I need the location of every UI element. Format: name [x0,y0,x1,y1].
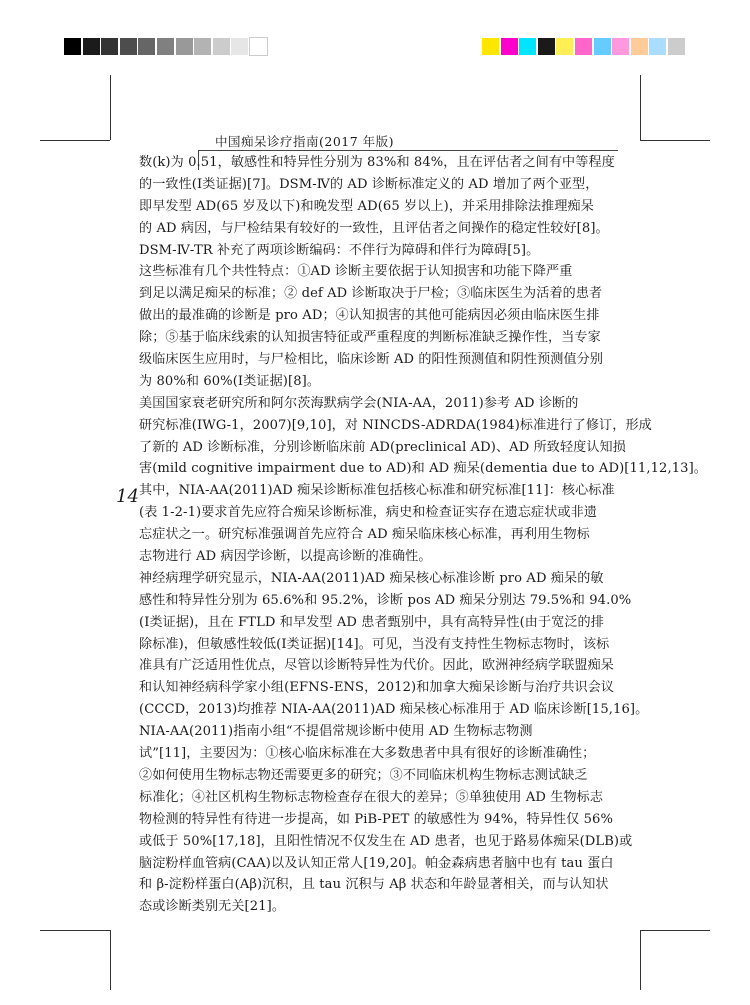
print-swatch [631,38,648,55]
text-line: 为 80%和 60%(Ⅰ类证据)[8]。 [139,373,321,389]
crop-mark-top-right-h [640,140,710,141]
print-swatch [538,38,555,55]
text-line: 即早发型 AD(65 岁及以下)和晚发型 AD(65 岁以上)，并采用排除法推理痴呆 [139,198,594,214]
text-line: 准具有广泛适用性优点，尽管以诊断特异性为代价。因此，欧洲神经病学联盟痴呆 [139,658,614,674]
print-swatch [649,38,666,55]
print-swatch [138,38,155,55]
text-line: 除标准)，但敏感性较低(Ⅰ类证据)[14]。可见，当没有支持性生物标志物时，该标 [139,636,610,652]
text-line: NIA-AA(2011)指南小组“不提倡常规诊断中使用 AD 生物标志物测 [139,724,533,740]
text-line: 到足以满足痴呆的标准；② def AD 诊断取决于尸检；③临床医生为活着的患者 [139,286,603,302]
page-number: 14 [116,486,139,507]
text-line: 或低于 50%[17,18]，且阳性情况不仅发生在 AD 患者，也见于路易体痴呆(DLB)或 [139,833,633,849]
print-swatch [176,38,193,55]
text-line: 研究标准(IWG-1，2007)[9,10]，对 NINCDS-ADRDA(1984)标准进行了修订，形成 [139,417,652,433]
text-line: 物检测的特异性有待进一步提高，如 PiB-PET 的敏感性为 94%，特异性仅 56% [139,811,613,827]
text-line: (表 1-2-1)要求首先应符合痴呆诊断标准，病史和检查证实存在遗忘症状或非遗 [139,505,598,521]
text-line: 和认知神经病科学家小组(EFNS-ENS，2012)和加拿大痴呆诊断与治疗共识会议 [139,680,615,696]
print-swatch [231,38,248,55]
print-swatch [83,38,100,55]
running-header: 中国痴呆诊疗指南(2017 年版) [215,134,395,149]
text-line: 的 AD 病因，与尸检结果有较好的一致性，且评估者之间操作的稳定性较好[8]。 [139,220,609,236]
text-line: ②如何使用生物标志物还需要更多的研究；③不同临床机构生物标志测试缺乏 [139,767,588,783]
crop-mark-bottom-right-v [640,930,641,990]
text-line: 志物进行 AD 病因学诊断，以提高诊断的准确性。 [139,549,432,565]
print-swatch [64,38,81,55]
print-swatch [612,38,629,55]
text-line: 做出的最准确的诊断是 pro AD；④认知损害的其他可能病因必须由临床医生排 [139,308,600,324]
print-swatch [157,38,174,55]
print-swatch [250,38,267,55]
crop-mark-bottom-left-h [40,930,110,931]
print-swatch [668,38,685,55]
text-line: 神经病理学研究显示，NIA-AA(2011)AD 痴呆核心标准诊断 pro AD 痴呆的敏 [139,570,604,586]
print-swatch [556,38,573,55]
text-line: 数(k)为 0.51，敏感性和特异性分别为 83%和 84%，且在评估者之间有中等程度 [139,155,615,170]
text-line: 其中，NIA-AA(2011)AD 痴呆诊断标准包括核心标准和研究标准[11]：核心标准 [139,483,615,499]
text-line: 感性和特异性分别为 65.6%和 95.2%，诊断 pos AD 痴呆分别达 79.5%和 94.0% [139,592,632,608]
print-swatch [101,38,118,55]
text-line: 这些标准有几个共性特点：①AD 诊断主要依据于认知损害和功能下降严重 [139,264,573,280]
body-text [139,152,707,918]
text-line: 美国国家衰老研究所和阿尔茨海默病学会(NIA-AA，2011)参考 AD 诊断的 [139,395,579,411]
text-line: 试”[11]，主要因为：①核心临床标准在大多数患者中具有很好的诊断准确性； [139,746,596,762]
print-swatch [519,38,536,55]
text-line: 标准化；④社区机构生物标志物检查存在很大的差异；⑤单独使用 AD 生物标志 [139,789,604,805]
crop-mark-top-left-v [110,75,111,140]
crop-mark-top-left-h [40,140,110,141]
text-line: DSM-Ⅳ-TR 补充了两项诊断编码：不伴行为障碍和伴行为障碍[5]。 [139,242,540,258]
print-swatch [482,38,499,55]
text-line: 了新的 AD 诊断标准，分别诊断临床前 AD(preclinical AD)、AD 所致轻度认知损 [139,439,626,455]
text-line: 忘症状之一。研究标准强调首先应符合 AD 痴呆临床核心标准，再利用生物标 [139,527,590,543]
text-line: 的一致性(Ⅰ类证据)[7]。DSM-Ⅳ的 AD 诊断标准定义的 AD 增加了两个亚型， [139,176,599,192]
print-swatch [594,38,611,55]
text-line: 级临床医生应用时，与尸检相比，临床诊断 AD 的阳性预测值和阴性预测值分别 [139,352,604,368]
crop-mark-bottom-right-h [640,930,710,931]
text-line: 和 β-淀粉样蛋白(Aβ)沉积，且 tau 沉积与 Aβ 状态和年龄显著相关，而与认知状 [139,877,609,893]
print-swatch [501,38,518,55]
print-swatch [213,38,230,55]
crop-mark-top-right-v [640,75,641,140]
crop-mark-bottom-left-v [110,930,111,990]
print-swatch [575,38,592,55]
text-line: 害(mild cognitive impairment due to AD)和 AD 痴呆(dementia due to AD)[11,12,13]。 [139,461,707,477]
print-swatch [120,38,137,55]
text-line: 除；⑤基于临床线索的认知损害特征或严重程度的判断标准缺乏操作性，当专家 [139,330,601,346]
text-line: 脑淀粉样血管病(CAA)以及认知正常人[19,20]。帕金森病患者脑中也有 tau 蛋白 [139,855,614,871]
print-swatch [194,38,211,55]
text-line: 态或诊断类别无关[21]。 [139,899,286,915]
text-line: (Ⅰ类证据)，且在 FTLD 和早发型 AD 患者甄别中，具有高特异性(由于宽泛的排 [139,614,604,630]
header-rule [198,150,618,151]
text-line: (CCCD，2013)均推荐 NIA-AA(2011)AD 痴呆核心标准用于 AD 临床诊断[15,16]。 [139,702,649,718]
